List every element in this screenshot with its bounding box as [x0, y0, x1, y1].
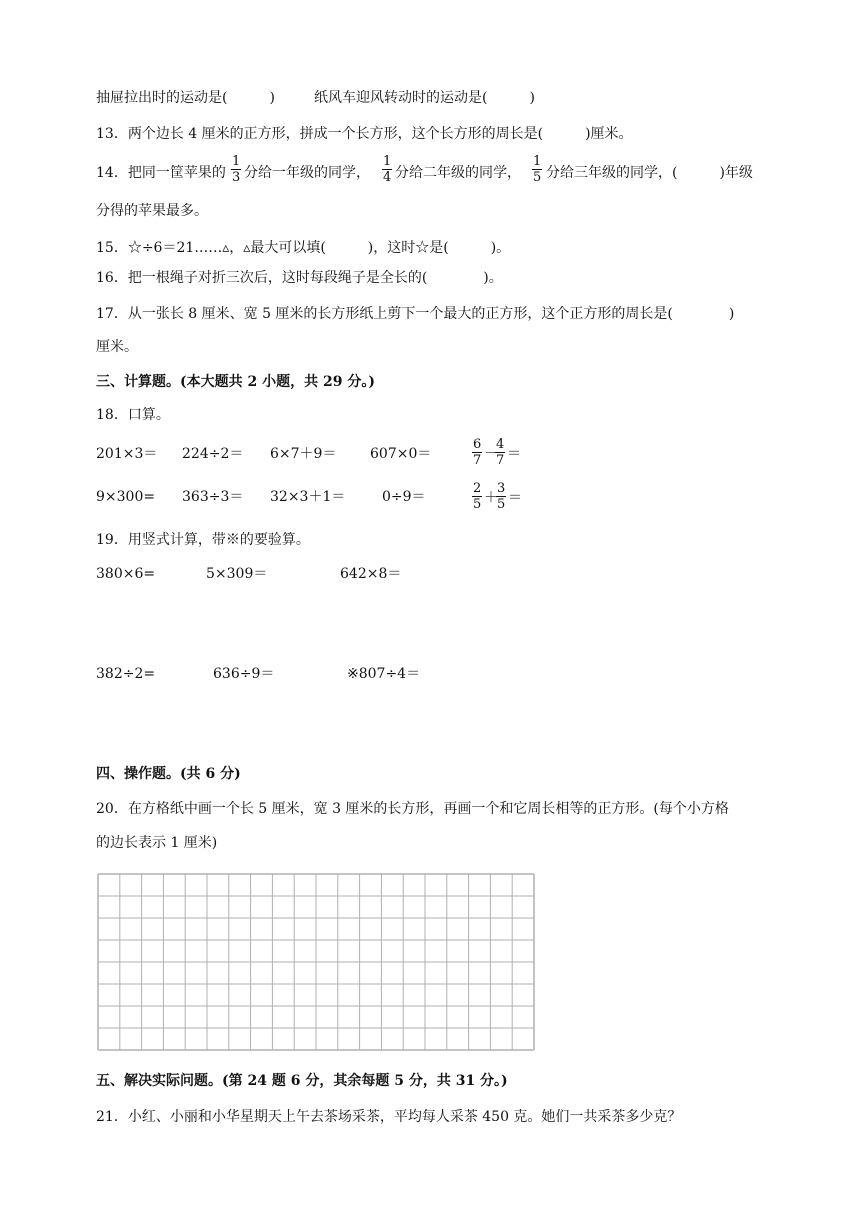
section-5-heading: 五、解决实际问题。(第 24 题 6 分，其余每题 5 分，共 31 分。) [96, 1073, 508, 1089]
q12-blank-a: 抽屉拉出时的运动是( ) [96, 90, 275, 106]
question-13: 13．两个边长 4 厘米的正方形，拼成一个长方形，这个长方形的周长是( )厘米。 [96, 126, 633, 142]
question-20-line2: 的边长表示 1 厘米) [96, 835, 218, 851]
equals-sign-2: ＝ [508, 490, 522, 506]
fraction-one-fifth: $\frac{1}{5}$ [533, 154, 542, 185]
fraction-one-third: $\frac{1}{3}$ [232, 154, 241, 185]
question-19-title: 19．用竖式计算，带※的要验算。 [96, 532, 310, 548]
vertical-calc-6: ※807÷4＝ [347, 666, 421, 682]
oral-calc-6: 363÷3＝ [182, 489, 244, 505]
fraction-four-sevenths: $\frac{4}{7}$ [496, 437, 505, 468]
question-14-part1: 14．把同一筐苹果的 [96, 165, 226, 181]
oral-calc-1: 201×3＝ [96, 446, 158, 462]
oral-calc-7: 32×3＋1＝ [270, 489, 346, 505]
oral-calc-2: 224÷2＝ [182, 446, 244, 462]
question-14-line2: 分得的苹果最多。 [96, 203, 208, 219]
minus-sign: － [484, 446, 498, 462]
question-14-part3: 分给二年级的同学， [395, 165, 521, 181]
fraction-two-fifths: $\frac{2}{5}$ [473, 481, 482, 512]
oral-calc-4: 607×0＝ [370, 446, 432, 462]
question-18-title: 18．口算。 [96, 407, 170, 423]
fraction-six-sevenths: $\frac{6}{7}$ [473, 437, 482, 468]
plus-sign: ＋ [484, 490, 498, 506]
q12-blank-b: 纸风车迎风转动时的运动是( ) [314, 90, 535, 106]
question-20-line1: 20．在方格纸中画一个长 5 厘米，宽 3 厘米的长方形，再画一个和它周长相等的正方形。(每个小方格 [96, 801, 729, 817]
question-21: 21．小红、小丽和小华星期天上午去茶场采茶，平均每人采茶 450 克。她们一共采茶多少克？ [96, 1109, 682, 1125]
graph-paper-grid[interactable] [97, 873, 535, 1051]
fraction-one-fourth: $\frac{1}{4}$ [383, 154, 392, 185]
vertical-calc-5: 636÷9＝ [213, 666, 275, 682]
oral-calc-3: 6×7＋9＝ [270, 446, 337, 462]
vertical-calc-3: 642×8＝ [340, 566, 402, 582]
oral-calc-8: 0÷9＝ [382, 489, 426, 505]
question-17-line1: 17．从一张长 8 厘米、宽 5 厘米的长方形纸上剪下一个最大的正方形，这个正方形的周长是( ) [96, 306, 735, 322]
question-15: 15．☆÷6＝21……▵，▵最大可以填( )，这时☆是( )。 [96, 240, 511, 256]
fraction-three-fifths: $\frac{3}{5}$ [497, 481, 506, 512]
question-14-part2: 分给一年级的同学， [244, 165, 370, 181]
section-4-heading: 四、操作题。(共 6 分) [96, 766, 241, 782]
equals-sign-1: ＝ [507, 446, 521, 462]
oral-calc-5: 9×300= [96, 489, 156, 505]
question-17-line2: 厘米。 [96, 339, 138, 355]
vertical-calc-2: 5×309＝ [206, 566, 268, 582]
vertical-calc-1: 380×6= [96, 566, 156, 582]
vertical-calc-4: 382÷2= [96, 666, 156, 682]
question-14-part4: 分给三年级的同学，( )年级 [546, 165, 753, 181]
section-3-heading: 三、计算题。(本大题共 2 小题，共 29 分。) [96, 374, 375, 390]
question-16: 16．把一根绳子对折三次后，这时每段绳子是全长的( )。 [96, 270, 503, 286]
